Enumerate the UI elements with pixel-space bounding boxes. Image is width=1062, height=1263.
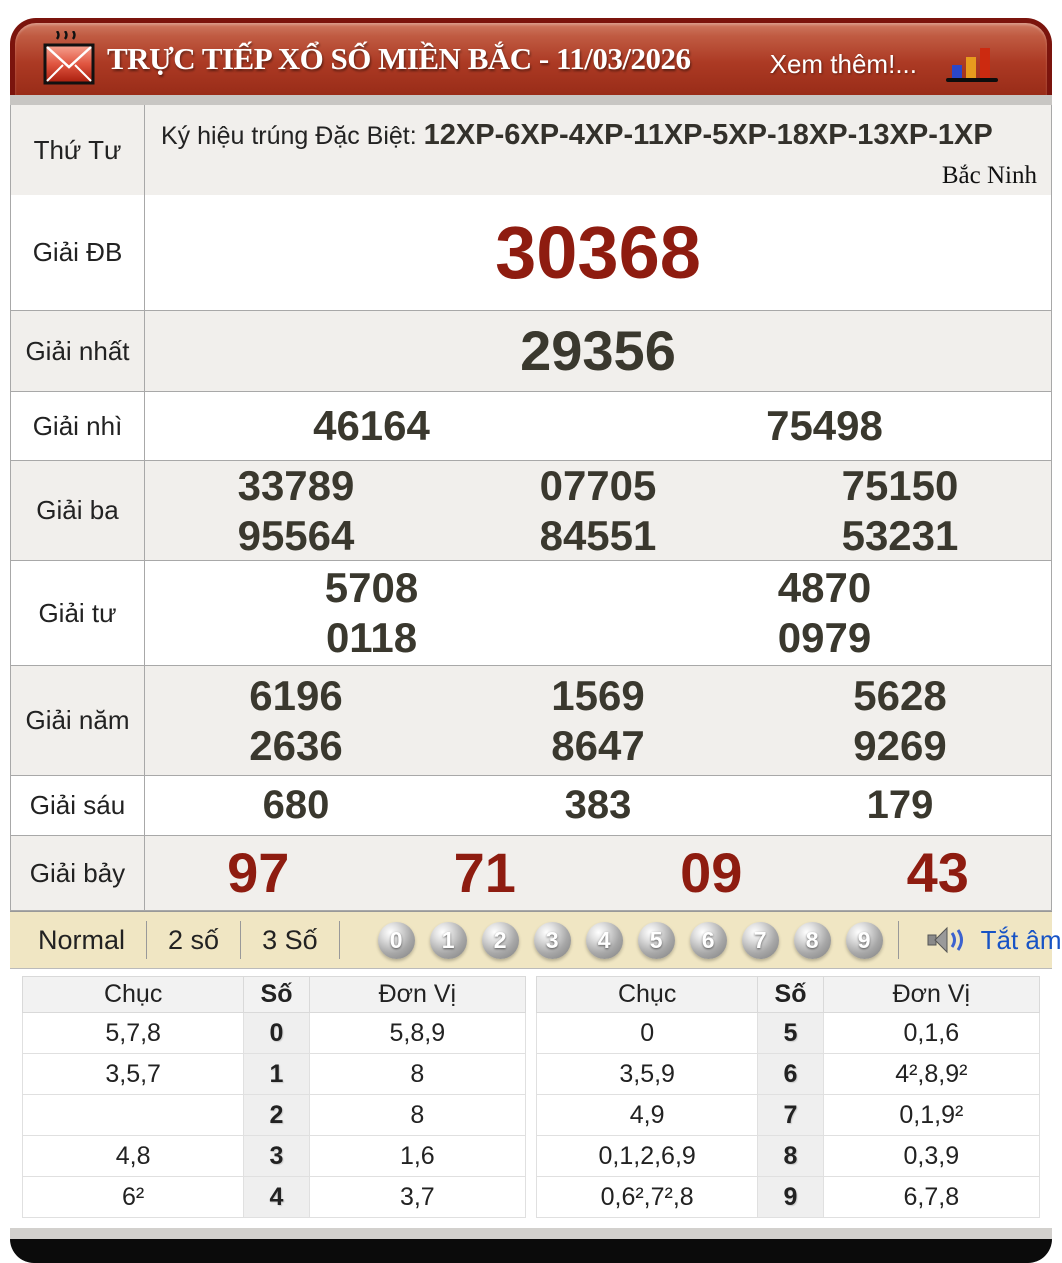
prize-value: 75150	[841, 461, 959, 509]
prize-value: 53231	[841, 511, 959, 559]
prize-value: 8647	[551, 721, 645, 769]
prize-value: 07705	[539, 461, 657, 509]
province-label: Bắc Ninh	[941, 161, 1037, 189]
summary-table-right	[536, 976, 1040, 1218]
summary-cell: 4,9	[537, 1095, 758, 1136]
digit-ball-9[interactable]: 9	[846, 922, 883, 959]
bottom-shadow-strip	[10, 1228, 1052, 1239]
summary-cell: 4²,8,9²	[823, 1054, 1039, 1095]
prize-label: Giải bảy	[11, 836, 145, 910]
special-sign-cell	[145, 105, 1051, 195]
digit-ball-4[interactable]: 4	[586, 922, 623, 959]
digit-ball-7[interactable]: 7	[742, 922, 779, 959]
summary-cell: 3,7	[309, 1177, 525, 1218]
header-shadow-strip	[10, 95, 1052, 105]
digit-ball-8[interactable]: 8	[794, 922, 831, 959]
speaker-icon[interactable]	[927, 925, 967, 955]
summary-cell: 0	[537, 1013, 758, 1054]
prize-row	[11, 195, 1051, 310]
table-row	[23, 1054, 526, 1095]
summary-cell: 6,7,8	[823, 1177, 1039, 1218]
digit-cell: 4	[244, 1177, 309, 1218]
table-row	[537, 1095, 1040, 1136]
prize-label: Giải ĐB	[11, 195, 145, 310]
prize-value: 0979	[777, 614, 872, 661]
toolbar	[10, 911, 1062, 969]
page-title: TRỰC TIẾP XỔ SỐ MIỀN BẮC - 11/03/2026	[107, 41, 691, 76]
table-row	[537, 1136, 1040, 1177]
prize-row	[11, 460, 1051, 560]
prize-label: Giải tư	[11, 561, 145, 665]
summary-cell: 0,3,9	[823, 1136, 1039, 1177]
prize-value: 95564	[237, 511, 355, 559]
digit-cell: 0	[244, 1013, 309, 1054]
prize-value: 71	[453, 840, 516, 904]
prize-row	[11, 310, 1051, 391]
prize-value: 0118	[325, 614, 418, 661]
mode-button-2-so[interactable]: 2 số	[168, 924, 220, 955]
summary-cell: 1,6	[309, 1136, 525, 1177]
summary-cell	[23, 1095, 244, 1136]
prize-row	[11, 775, 1051, 835]
lottery-widget	[10, 18, 1062, 1263]
prize-value: 84551	[539, 511, 657, 559]
summary-cell: 3,5,7	[23, 1054, 244, 1095]
summary-header: Đơn Vị	[823, 977, 1039, 1013]
prize-label: Giải ba	[11, 461, 145, 560]
digit-ball-1[interactable]: 1	[430, 922, 467, 959]
prize-value: 383	[564, 782, 632, 827]
see-more-link[interactable]: Xem thêm!...	[769, 49, 917, 79]
info-row	[11, 105, 1051, 195]
summary-cell: 0,1,2,6,9	[537, 1136, 758, 1177]
prize-value: 179	[866, 782, 934, 827]
bottom-frame-edge	[10, 1239, 1052, 1263]
summary-cell: 0,1,6	[823, 1013, 1039, 1054]
summary-cell: 8	[309, 1095, 525, 1136]
prize-label: Giải năm	[11, 666, 145, 775]
prize-value: 5708	[324, 564, 419, 612]
digit-cell: 2	[244, 1095, 309, 1136]
table-row	[537, 1013, 1040, 1054]
prize-value: 9269	[853, 721, 947, 769]
bar-chart-icon[interactable]	[944, 45, 1002, 85]
digit-cell: 3	[244, 1136, 309, 1177]
table-row	[23, 1177, 526, 1218]
prize-label: Giải nhất	[11, 311, 145, 391]
digit-cell: 6	[758, 1054, 823, 1095]
digit-ball-6[interactable]: 6	[690, 922, 727, 959]
summary-cell: 3,5,9	[537, 1054, 758, 1095]
digit-ball-0[interactable]: 0	[378, 922, 415, 959]
digit-cell: 9	[758, 1177, 823, 1218]
summary-cell: 0,1,9²	[823, 1095, 1039, 1136]
prize-label: Giải sáu	[11, 776, 145, 835]
summary-cell: 5,7,8	[23, 1013, 244, 1054]
prize-label: Giải nhì	[11, 392, 145, 460]
prize-value: 33789	[237, 461, 355, 509]
results-table	[10, 105, 1052, 911]
weekday-label: Thứ Tư	[11, 105, 145, 195]
digit-ball-3[interactable]: 3	[534, 922, 571, 959]
digit-cell: 5	[758, 1013, 823, 1054]
summary-cell: 5,8,9	[309, 1013, 525, 1054]
table-row	[537, 1054, 1040, 1095]
digit-summary	[10, 969, 1052, 1228]
prize-value: 30368	[495, 210, 701, 294]
prize-value: 4870	[777, 564, 872, 612]
table-row	[23, 1013, 526, 1054]
mode-button-3-so[interactable]: 3 Số	[262, 924, 318, 955]
prize-value: 43	[906, 840, 969, 904]
prize-row	[11, 560, 1051, 665]
toolbar-divider	[898, 921, 899, 959]
special-sign-label: Ký hiệu trúng Đặc Biệt:	[161, 122, 424, 150]
envelope-icon	[43, 31, 95, 87]
summary-header: Chục	[537, 977, 758, 1013]
prize-value: 1569	[551, 671, 645, 719]
prize-value: 75498	[766, 402, 883, 450]
digit-ball-2[interactable]: 2	[482, 922, 519, 959]
mode-button-normal[interactable]: Normal	[38, 924, 126, 955]
toolbar-divider	[339, 921, 340, 959]
table-row	[537, 1177, 1040, 1218]
summary-header: Số	[244, 977, 309, 1013]
summary-cell: 8	[309, 1054, 525, 1095]
digit-cell: 7	[758, 1095, 823, 1136]
prize-value: 97	[227, 840, 290, 904]
prize-row	[11, 391, 1051, 460]
summary-cell: 4,8	[23, 1136, 244, 1177]
prize-value: 29356	[520, 318, 676, 382]
prize-value: 680	[262, 782, 330, 827]
table-row	[23, 1136, 526, 1177]
prize-value: 09	[680, 840, 743, 904]
table-row	[23, 1095, 526, 1136]
prize-row	[11, 835, 1051, 910]
prize-value: 2636	[249, 721, 343, 769]
summary-cell: 0,6²,7²,8	[537, 1177, 758, 1218]
summary-header: Chục	[23, 977, 244, 1013]
digit-cell: 1	[244, 1054, 309, 1095]
summary-cell: 6²	[23, 1177, 244, 1218]
summary-header: Số	[758, 977, 823, 1013]
summary-table-left	[22, 976, 526, 1218]
digit-cell: 8	[758, 1136, 823, 1177]
prize-value: 5628	[853, 671, 947, 719]
mute-button[interactable]: Tắt âm	[980, 924, 1062, 955]
special-sign-codes: 12XP-6XP-4XP-11XP-5XP-18XP-13XP-1XP	[423, 119, 993, 151]
prize-row	[11, 665, 1051, 775]
prize-value: 6196	[249, 671, 343, 719]
digit-ball-5[interactable]: 5	[638, 922, 675, 959]
prize-value: 46164	[313, 402, 430, 450]
summary-header: Đơn Vị	[309, 977, 525, 1013]
header-bar	[10, 18, 1052, 95]
